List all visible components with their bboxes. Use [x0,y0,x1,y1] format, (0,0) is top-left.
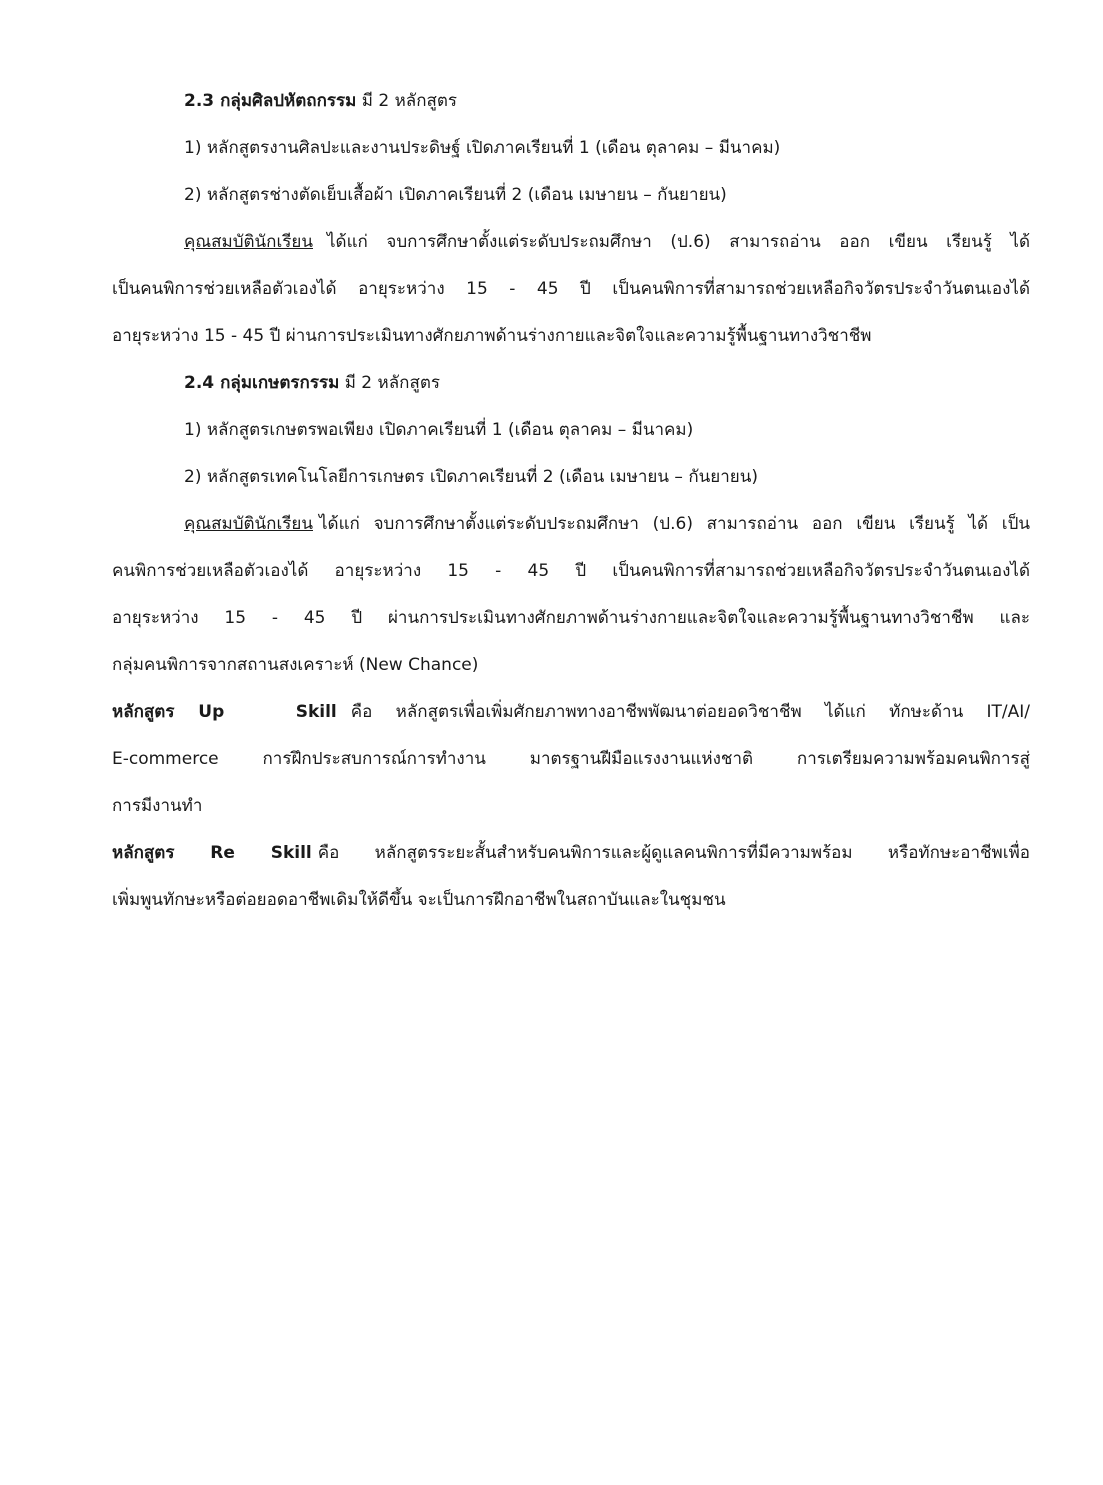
section-2-4-item-1: 1) หลักสูตรเกษตรพอเพียง เปิดภาคเรียนที่ 1 (เดือน ตุลาคม – มีนาคม) [184,420,694,440]
reskill-line-1 [112,830,1030,877]
upskill-label: หลักสูตร Up Skill [112,702,337,722]
reskill-line-2: เพิ่มพูนทักษะหรือต่อยอดอาชีพเดิมให้ดีขึ้น จะเป็นการฝึกอาชีพในสถาบันและในชุมชน [112,890,726,910]
upskill-line-1 [112,689,1030,736]
section-2-3-title: กลุ่มศิลปหัตถกรรม [220,91,357,111]
document-body [112,78,1030,924]
section-2-3-qual-line-1 [112,219,1030,266]
section-2-3-heading [112,78,1030,125]
upskill-text-1: คือ หลักสูตรเพื่อเพิ่มศักยภาพทางอาชีพพัฒนาต่อยอดวิชาชีพ ได้แก่ ทักษะด้าน IT/AI/ [350,702,1030,722]
section-2-4-qual-label: คุณสมบัตินักเรียน [184,514,313,534]
upskill-line-3: การมีงานทำ [112,796,203,816]
section-2-4-qual-line-2: คนพิการช่วยเหลือตัวเองได้ อายุระหว่าง 15 - 45 ปี เป็นคนพิการที่สามารถช่วยเหลือกิจวัตรประจำวันตนเองได้ [112,561,1030,581]
section-2-4-heading [112,360,1030,407]
section-2-4-item-2: 2) หลักสูตรเทคโนโลยีการเกษตร เปิดภาคเรียนที่ 2 (เดือน เมษายน – กันยายน) [184,467,758,487]
section-2-4-qual-line-3: อายุระหว่าง 15 - 45 ปี ผ่านการประเมินทางศักยภาพด้านร่างกายและจิตใจและความรู้พื้นฐานทางวิชาชีพ และ [112,608,1030,628]
section-2-4-qual-line-1 [112,501,1030,548]
section-2-3-item-2: 2) หลักสูตรช่างตัดเย็บเสื้อผ้า เปิดภาคเรียนที่ 2 (เดือน เมษายน – กันยายน) [184,185,727,205]
section-2-4-count: มี 2 หลักสูตร [339,373,440,393]
upskill-line-2: E-commerce การฝึกประสบการณ์การทำงาน มาตรฐานฝีมือแรงงานแห่งชาติ การเตรียมความพร้อมคนพิการสู่ [112,749,1030,769]
section-2-3-qual-text-1: ได้แก่ จบการศึกษาตั้งแต่ระดับประถมศึกษา (ป.6) สามารถอ่าน ออก เขียน เรียนรู้ ได้ [327,232,1030,252]
section-2-4-title: กลุ่มเกษตรกรรม [220,373,340,393]
section-2-3-qual-label: คุณสมบัตินักเรียน [184,232,313,252]
section-2-3-qual-line-3: อายุระหว่าง 15 - 45 ปี ผ่านการประเมินทางศักยภาพด้านร่างกายและจิตใจและความรู้พื้นฐานทางวิชาชีพ [112,326,872,346]
section-2-4-qual-text-1: ได้แก่ จบการศึกษาตั้งแต่ระดับประถมศึกษา (ป.6) สามารถอ่าน ออก เขียน เรียนรู้ ได้ เป็น [319,514,1030,534]
section-2-3-item-1: 1) หลักสูตรงานศิลปะและงานประดิษฐ์ เปิดภาคเรียนที่ 1 (เดือน ตุลาคม – มีนาคม) [184,138,781,158]
reskill-label: หลักสูตร Re Skill [112,843,312,863]
section-2-4-number: 2.4 [184,373,215,393]
section-2-4-qual-line-4: กลุ่มคนพิการจากสถานสงเคราะห์ (New Chance) [112,655,479,675]
section-2-3-number: 2.3 [184,91,215,111]
section-2-3-qual-line-2: เป็นคนพิการช่วยเหลือตัวเองได้ อายุระหว่าง 15 - 45 ปี เป็นคนพิการที่สามารถช่วยเหลือกิจวัตรประจำวันตนเองได้ [112,279,1030,299]
reskill-text-1: คือ หลักสูตรระยะสั้นสำหรับคนพิการและผู้ดูแลคนพิการที่มีความพร้อม หรือทักษะอาชีพเพื่อ [317,843,1030,863]
section-2-3-count: มี 2 หลักสูตร [356,91,458,111]
